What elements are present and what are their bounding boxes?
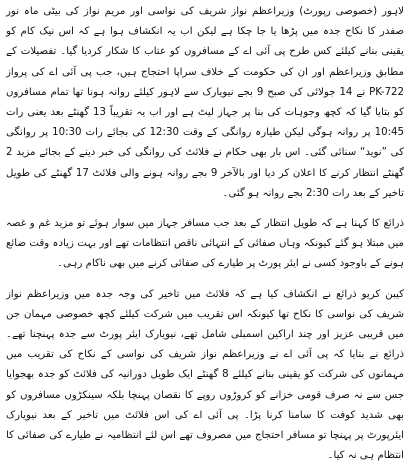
article-paragraph-1: لاہور (خصوصی رپورٹ) وزیراعظم نواز شریف کی نواسی اور مریم نواز کی بیٹی ماہ نور صفدر کا نکاح جدہ میں پڑھا یا جا چکا ہے لیکن اب یہ انکشاف ہوا ہے کہ اس نیک کام کو یقینی بنانے کیلئے کس طرح پی آئی اے کے مسافروں کو عتاب کا شکار کردیا گیا۔ تفصیلات کے مطابق وزیراعظم اور ان کی حکومت کے خلاف سراپا احتجاج ہیں، جب پی آئی اے کی پرواز PK-722 نے 14 جولائی کی صبح 9 بجے نیویارک سے لاہور کیلئے روانہ ہونا تھا تمام مسافروں کو بتایا گیا کہ کچھ وجوہات کی بنا پر جہاز لیٹ ہے اور اب یہ تقریباً 13 گھنٹے بعد یعنی رات 10:45 پر روانہ ہوگی لیکن طیارہ روانگی کے وقت 12:30 کی بجائے رات 10:30 پر روانگی کی ”نوید“ سنائی گئی۔ اس بار بھی حکام نے فلائٹ کی روانگی کی خبر دینے کے بجائے مزید 2 گھنٹے انتظار کرنے کا اعلان کر دیا اور بالآخر 9 بجے روانہ ہونے والی فلائٹ 17 گھنٹے کی طویل تاخیر کے بعد رات 2:30 بجے روانہ ہو گئی۔ bbox=[6, 6, 405, 199]
article-paragraph-3: کیبن کریو ذرائع نے انکشاف کیا ہے کہ فلائٹ میں تاخیر کی وجہ جدہ میں وزیراعظم نواز شریف کی نواسی کا نکاح تھا کیونکہ اس تقریب میں شرکت کیلئے کچھ خصوصی مہمان جن میں قریبی عزیز اور چند اراکین اسمبلی شامل تھے، نیویارک ایئر پورٹ سے جدہ پہنچنا تھے۔ ذرائع نے بتایا کہ پی آئی اے نے وزیراعظم نواز شریف کی نواسی کے نکاح کی تقریب میں مہمانوں کی شرکت کو یقینی بنانے کیلئے 8 گھنٹے ایک طویل دورانیہ کی فلائٹ کو جدہ بھجوایا جس سے نہ صرف قومی خزانے کو کروڑوں روپے کا نقصان پہنچا بلکہ سینکڑوں مسافروں کو بھی شدید کوفت کا سامنا کرنا پڑا۔ پی آئی اے کی اس فلائٹ میں تاخیر کے بعد نیویارک ایئرپورٹ پر پہنچا تو مسافر احتجاج میں مصروف تھے اس لئے انتظامیہ نے طیارے کی صفائی کا انتظام ہی نہ کیا۔ bbox=[6, 288, 404, 462]
article-paragraph-2: ذرائع کا کہنا ہے کہ طویل انتظار کے بعد جب مسافر جہاز میں سوار ہوئے تو مزید غم و غصہ میں مبتلا ہو گئے کیونکہ وہاں صفائی کے انتہائی ناقص انتظامات تھے اور بہت زیادہ وقت ضائع ہونے کے باوجود کسی نے ایئر پورٹ پر طیارے کی صفائی کرنے میں بھی ناکام رہی۔ bbox=[6, 218, 404, 270]
